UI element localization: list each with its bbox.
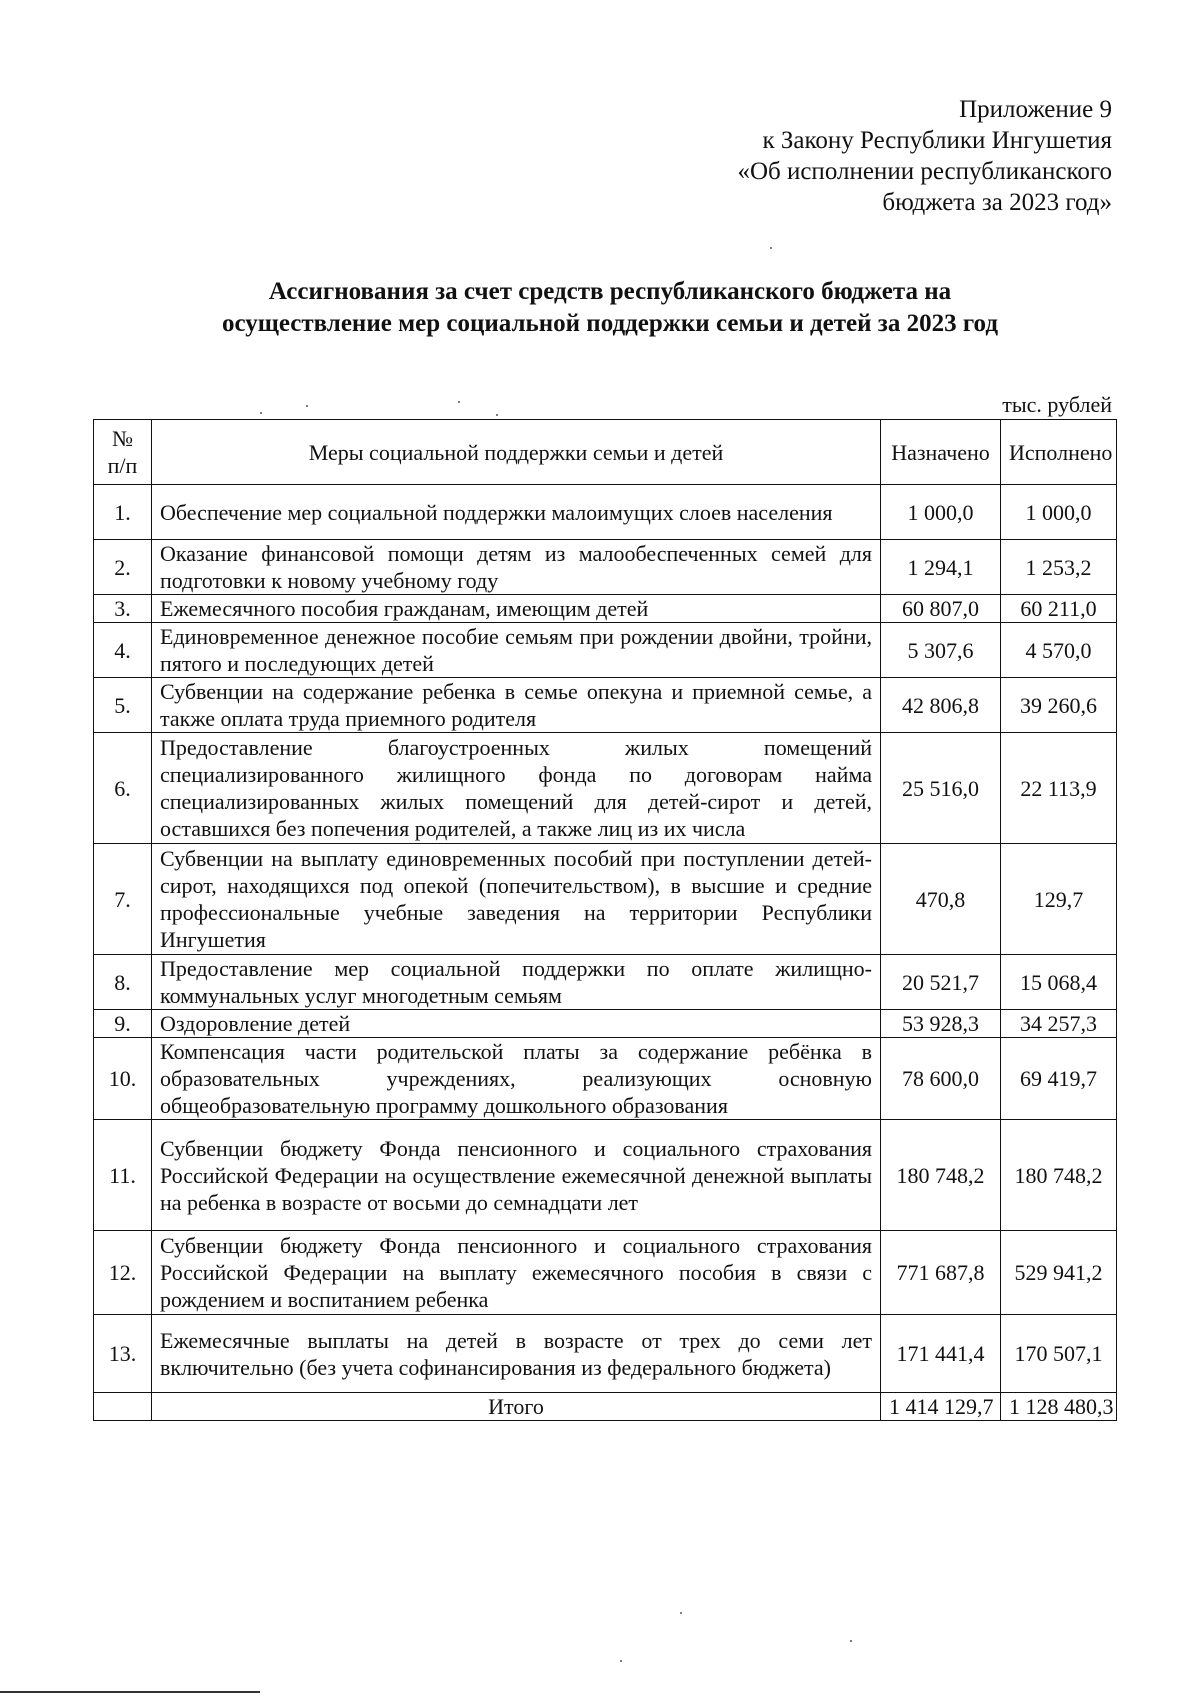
- header-measure: Меры социальной поддержки семьи и детей: [152, 420, 881, 485]
- table-row: [94, 1120, 1117, 1231]
- row-measure-cell: Субвенции на содержание ребенка в семье опекуна и приемной семье, а также оплата труда приемного родителя: [152, 678, 881, 733]
- table-row: [94, 1038, 1117, 1120]
- units-label: тыс. рублей: [1002, 392, 1112, 417]
- scan-speck: [770, 247, 772, 249]
- row-num-cell: 3.: [94, 595, 152, 623]
- table-row: [94, 1315, 1117, 1393]
- row-measure-cell: Оздоровление детей: [152, 1010, 881, 1038]
- row-executed-cell: 1 000,0: [1001, 485, 1117, 540]
- row-num-cell: 2.: [94, 540, 152, 595]
- row-num-cell: 11.: [94, 1120, 152, 1231]
- row-measure-cell: Единовременное денежное пособие семьям при рождении двойни, тройни, пятого и последующих детей: [152, 623, 881, 678]
- row-num-cell: 7.: [94, 844, 152, 955]
- row-executed-cell: 129,7: [1001, 844, 1117, 955]
- row-assigned-cell: 25 516,0: [881, 733, 1001, 844]
- row-executed-cell: 22 113,9: [1001, 733, 1117, 844]
- row-num-cell: 4.: [94, 623, 152, 678]
- row-executed-cell: 60 211,0: [1001, 595, 1117, 623]
- table-row: [94, 623, 1117, 678]
- row-assigned-cell: 1 294,1: [881, 540, 1001, 595]
- total-assigned: 1 414 129,7: [881, 1393, 1001, 1421]
- table-row: [94, 1010, 1117, 1038]
- row-num-cell: 10.: [94, 1038, 152, 1120]
- row-measure-cell: Компенсация части родительской платы за содержание ребёнка в образовательных учреждениях, реализующих основную общеобразовательную программу дошкольного образования: [152, 1038, 881, 1120]
- total-num-cell: [94, 1393, 152, 1421]
- row-executed-cell: 34 257,3: [1001, 1010, 1117, 1038]
- total-label: Итого: [152, 1393, 881, 1421]
- row-num-cell: 6.: [94, 733, 152, 844]
- row-measure-cell: Предоставление благоустроенных жилых помещений специализированного жилищного фонда по договорам найма специализированных жилых помещений для детей-сирот и детей, оставшихся без попечения родителей, а также лиц из их числа: [152, 733, 881, 844]
- appendix-line-2: к Закону Республики Ингушетия: [762, 127, 1112, 154]
- row-measure-cell: Предоставление мер социальной поддержки по оплате жилищно-коммунальных услуг многодетным семьям: [152, 955, 881, 1010]
- scan-speck: [458, 401, 460, 403]
- total-executed: 1 128 480,3: [1001, 1393, 1117, 1421]
- row-num-cell: 9.: [94, 1010, 152, 1038]
- scan-speck: [850, 1640, 852, 1642]
- row-measure-cell: Оказание финансовой помощи детям из малообеспеченных семей для подготовки к новому учебному году: [152, 540, 881, 595]
- scan-speck: [306, 405, 308, 407]
- scan-speck: [680, 1612, 682, 1614]
- table-row: [94, 733, 1117, 844]
- row-measure-cell: Ежемесячные выплаты на детей в возрасте от трех до семи лет включительно (без учета софинансирования из федерального бюджета): [152, 1315, 881, 1393]
- scan-speck: [496, 414, 498, 416]
- scan-speck: [620, 1660, 622, 1662]
- row-num-cell: 12.: [94, 1231, 152, 1315]
- scan-edge-line: [0, 1691, 260, 1693]
- row-assigned-cell: 42 806,8: [881, 678, 1001, 733]
- budget-table: [93, 419, 1117, 1421]
- row-executed-cell: 529 941,2: [1001, 1231, 1117, 1315]
- row-assigned-cell: 771 687,8: [881, 1231, 1001, 1315]
- title-line-2: осуществление мер социальной поддержки семьи и детей за 2023 год: [221, 310, 998, 337]
- table-header-row: [94, 420, 1117, 485]
- row-executed-cell: 15 068,4: [1001, 955, 1117, 1010]
- total-row: [94, 1393, 1117, 1421]
- table-row: [94, 595, 1117, 623]
- row-assigned-cell: 53 928,3: [881, 1010, 1001, 1038]
- table-row: [94, 844, 1117, 955]
- table-row: [94, 485, 1117, 540]
- row-executed-cell: 170 507,1: [1001, 1315, 1117, 1393]
- row-measure-cell: Субвенции на выплату единовременных пособий при поступлении детей-сирот, находящихся под опекой (попечительством), в высшие и средние профессиональные учебные заведения на территории Республики Ингушетия: [152, 844, 881, 955]
- appendix-line-1: Приложение 9: [959, 96, 1112, 123]
- appendix-reference: [592, 94, 1112, 218]
- header-num: № п/п: [94, 420, 152, 485]
- header-assigned: Назначено: [881, 420, 1001, 485]
- row-assigned-cell: 60 807,0: [881, 595, 1001, 623]
- table-row: [94, 1231, 1117, 1315]
- row-assigned-cell: 1 000,0: [881, 485, 1001, 540]
- row-assigned-cell: 470,8: [881, 844, 1001, 955]
- row-executed-cell: 69 419,7: [1001, 1038, 1117, 1120]
- row-measure-cell: Обеспечение мер социальной поддержки малоимущих слоев населения: [152, 485, 881, 540]
- table-body: [94, 485, 1117, 1393]
- row-assigned-cell: 5 307,6: [881, 623, 1001, 678]
- row-assigned-cell: 180 748,2: [881, 1120, 1001, 1231]
- header-executed: Исполнено: [1001, 420, 1117, 485]
- row-num-cell: 1.: [94, 485, 152, 540]
- row-executed-cell: 180 748,2: [1001, 1120, 1117, 1231]
- row-num-cell: 13.: [94, 1315, 152, 1393]
- table-row: [94, 678, 1117, 733]
- row-assigned-cell: 20 521,7: [881, 955, 1001, 1010]
- row-num-cell: 8.: [94, 955, 152, 1010]
- row-executed-cell: 1 253,2: [1001, 540, 1117, 595]
- row-num-cell: 5.: [94, 678, 152, 733]
- scan-speck: [260, 412, 262, 414]
- table-row: [94, 955, 1117, 1010]
- row-assigned-cell: 171 441,4: [881, 1315, 1001, 1393]
- row-measure-cell: Ежемесячного пособия гражданам, имеющим детей: [152, 595, 881, 623]
- appendix-line-3: «Об исполнении республиканского: [737, 158, 1112, 185]
- appendix-line-4: бюджета за 2023 год»: [882, 189, 1112, 216]
- row-assigned-cell: 78 600,0: [881, 1038, 1001, 1120]
- title-line-1: Ассигнования за счет средств республиканского бюджета на: [268, 278, 952, 305]
- document-title: [140, 276, 1080, 340]
- row-executed-cell: 39 260,6: [1001, 678, 1117, 733]
- table-row: [94, 540, 1117, 595]
- row-measure-cell: Субвенции бюджету Фонда пенсионного и социального страхования Российской Федерации на осуществление ежемесячной денежной выплаты на ребенка в возрасте от восьми до семнадцати лет: [152, 1120, 881, 1231]
- row-measure-cell: Субвенции бюджету Фонда пенсионного и социального страхования Российской Федерации на выплату ежемесячного пособия в связи с рождением и воспитанием ребенка: [152, 1231, 881, 1315]
- row-executed-cell: 4 570,0: [1001, 623, 1117, 678]
